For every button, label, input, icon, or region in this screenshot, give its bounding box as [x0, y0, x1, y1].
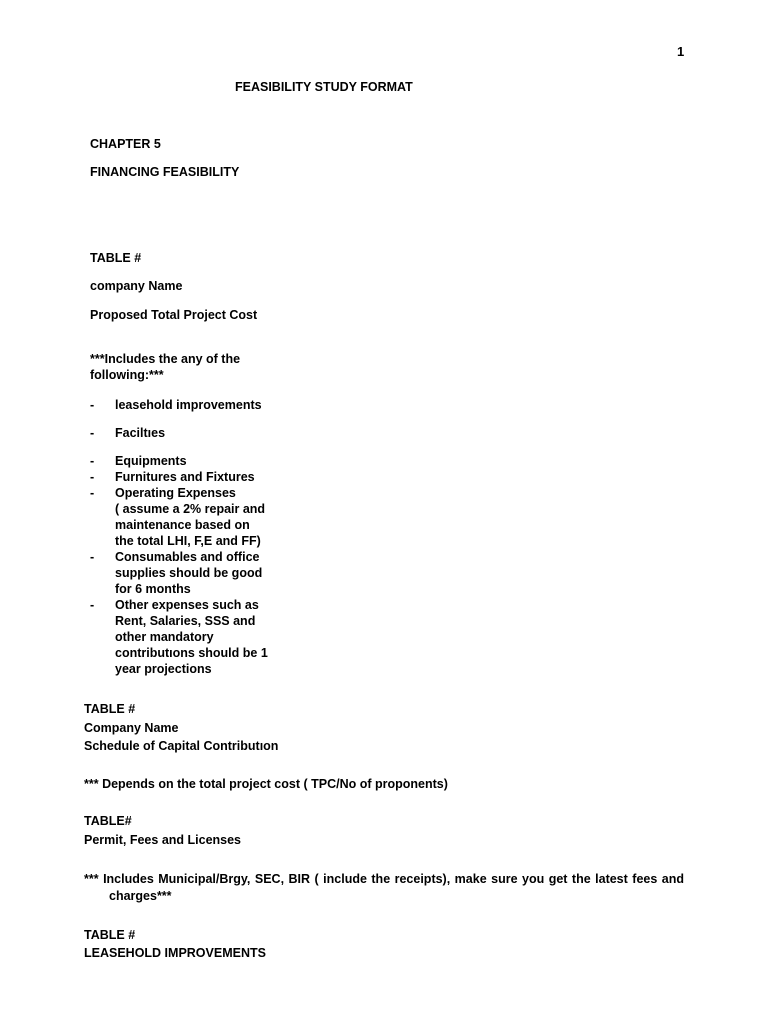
- table3-note: [84, 871, 684, 905]
- bullet-dash: -: [90, 470, 95, 484]
- table3-title: Permit, Fees and Licenses: [84, 833, 242, 847]
- table2-label: TABLE #: [84, 702, 136, 716]
- bullet-dash: -: [90, 550, 95, 564]
- table4-title: LEASEHOLD IMPROVEMENTS: [84, 946, 266, 960]
- list-item: [90, 485, 290, 549]
- bullet-dash: -: [90, 398, 95, 412]
- table3-note-text: *** Includes Municipal/Brgy, SEC, BIR ( include the receipts), make sure you get the latest fees and charges***: [84, 872, 684, 903]
- list-item: [90, 469, 290, 485]
- table1-title: Proposed Total Project Cost: [90, 308, 258, 322]
- table1-label: TABLE #: [90, 251, 142, 265]
- bullet-dash: -: [90, 486, 95, 500]
- bullet-dash: -: [90, 598, 95, 612]
- list-item-text: Consumables and office supplies should be good for 6 months: [115, 550, 263, 596]
- list-item-text: Equipments: [115, 454, 187, 468]
- table3-label: TABLE#: [84, 814, 132, 828]
- list-item: [90, 549, 290, 597]
- table2-title: Schedule of Capital Contributıon: [84, 739, 279, 753]
- table1-note-line: ***Includes the any of the: [90, 352, 241, 366]
- list-item-text: Operating Expenses ( assume a 2% repair and maintenance based on the total LHI, F,E and FF): [115, 486, 266, 548]
- document-title: FEASIBILITY STUDY FORMAT: [235, 80, 413, 94]
- chapter-heading: CHAPTER 5: [90, 137, 161, 151]
- table1-company: company Name: [90, 279, 183, 293]
- table1-note-line: following:***: [90, 368, 164, 382]
- list-item: [90, 425, 290, 441]
- included-items-list: [90, 397, 290, 677]
- page-number: 1: [677, 44, 685, 59]
- table1-note: [90, 351, 240, 383]
- list-item: [90, 453, 290, 469]
- list-item-text: Other expenses such as Rent, Salaries, SSS and other mandatory contributıons should be 1 year projections: [115, 598, 268, 676]
- bullet-dash: -: [90, 426, 95, 440]
- list-item-text: leasehold improvements: [115, 398, 262, 412]
- list-item-text: Faciltıes: [115, 426, 166, 440]
- table4-label: TABLE #: [84, 928, 136, 942]
- table2-note: *** Depends on the total project cost ( TPC/No of proponents): [84, 777, 448, 791]
- table2-company: Company Name: [84, 721, 179, 735]
- list-item-text: Furnitures and Fixtures: [115, 470, 255, 484]
- list-item: [90, 397, 290, 413]
- bullet-dash: -: [90, 454, 95, 468]
- list-item: [90, 597, 290, 677]
- chapter-title: FINANCING FEASIBILITY: [90, 165, 240, 179]
